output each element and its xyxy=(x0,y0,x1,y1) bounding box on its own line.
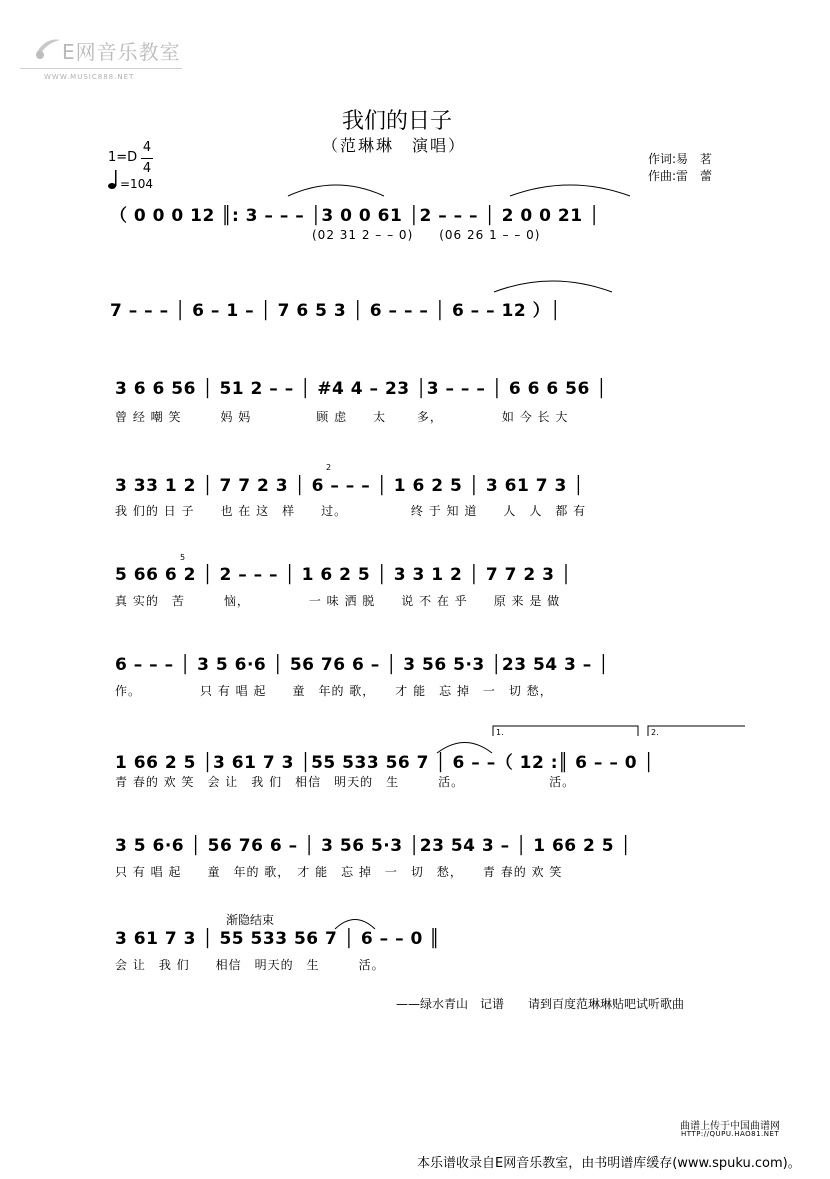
song-title: 我们的日子 xyxy=(342,109,453,134)
logo-url: WWW.MUSIC888.NET xyxy=(44,73,135,81)
grace-note-2: 2 xyxy=(326,463,332,472)
source-notice: 本乐谱收录自E网音乐教室，由书明谱库缓存(www.spuku.com)。 xyxy=(417,1156,801,1171)
time-signature-top: 4 xyxy=(142,140,152,155)
score-row-7-notes: 1 66 2 5 │3 61 7 3 │55 533 56 7 │ 6 – –（ 12 :║ 6 – – 0 │ xyxy=(115,753,655,773)
time-signature-bottom: 4 xyxy=(142,161,152,176)
score-row-9-lyrics: 会 让 我 们 相信 明天的 生 活。 xyxy=(115,958,385,972)
recorder-credit: ——绿水青山 记谱 请到百度范琳琳贴吧试听歌曲 xyxy=(396,997,685,1011)
lyricist-credit: 作词:易 茗 xyxy=(648,152,713,166)
score-row-5-lyrics: 真 实的 苦 恼， 一 味 洒 脱 说 不 在 乎 原 来 是 做 xyxy=(115,594,561,608)
score-row-8-notes: 3 5 6·6 │ 56 76 6 – │ 3 56 5·3 │23 54 3 – │ 1 66 2 5 │ xyxy=(115,836,632,856)
first-ending-bracket xyxy=(493,726,638,736)
score-row-2-notes: 7 – – – │ 6 – 1 – │ 7 6 5 3 │ 6 – – – │ 6 – – 12 ）│ xyxy=(110,301,561,321)
score-row-6-notes: 6 – – – │ 3 5 6·6 │ 56 76 6 – │ 3 56 5·3 │23 54 3 – │ xyxy=(115,655,609,675)
score-row-3-notes: 3 6 6 56 │ 51 2 – – │ #4 4 – 23 │3 – – – │ 6 6 6 56 │ xyxy=(115,379,607,399)
score-row-9-notes: 3 61 7 3 │ 55 533 56 7 │ 6 – – 0 ║ xyxy=(115,929,440,949)
music-note-logo-icon xyxy=(32,34,62,60)
upload-credit: 曲谱上传于中国曲谱网 xyxy=(680,1121,780,1132)
composer-credit: 作曲:雷 蕾 xyxy=(648,169,713,183)
score-row-3-lyrics: 曾 经 嘲 笑 妈 妈 顾 虑 太 多， 如 今 长 大 xyxy=(115,410,569,424)
grace-note-5: 5 xyxy=(180,553,186,562)
score-row-6-lyrics: 作。 只 有 唱 起 童 年的 歌， 才 能 忘 掉 一 切 愁， xyxy=(115,684,553,698)
tie-arc-1 xyxy=(288,185,384,196)
time-signature-line xyxy=(141,158,153,160)
second-ending-bracket xyxy=(648,726,745,736)
score-row-5-notes: 5 66 6 2 │ 2 – – – │ 1 6 2 5 │ 3 3 1 2 │ 7 7 2 3 │ xyxy=(115,565,572,585)
score-row-7-lyrics: 青 春的 欢 笑 会 让 我 们 相信 明天的 生 活。 活。 xyxy=(115,775,576,789)
logo-site-name: E网音乐教室 xyxy=(62,40,181,64)
second-ending-label: 2. xyxy=(651,728,659,737)
tie-arc-5 xyxy=(335,920,375,930)
score-row-1-notes: （ 0 0 0 12 ║: 3 – – – │3 0 0 61 │2 – – – │ 2 0 0 21 │ xyxy=(110,206,600,226)
logo-divider xyxy=(20,68,182,69)
score-row-8-lyrics: 只 有 唱 起 童 年的 歌， 才 能 忘 掉 一 切 愁， 青 春的 欢 笑 xyxy=(115,865,563,879)
score-row-4-notes: 3 33 1 2 │ 7 7 2 3 │ 6 – – – │ 1 6 2 5 │ 3 61 7 3 │ xyxy=(115,476,584,496)
tempo-marking: =104 xyxy=(120,177,153,191)
song-subtitle: （范琳琳 演唱） xyxy=(322,136,467,155)
score-row-1-harmony: (02 31 2 – – 0) (06 26 1 – – 0) xyxy=(312,228,541,242)
fade-out-marking: 渐隐结束 xyxy=(226,913,275,927)
key-signature: 1=D xyxy=(108,150,138,165)
tie-arc-3 xyxy=(494,281,612,292)
score-row-4-lyrics: 我 们的 日 子 也 在 这 样 过。 终 于 知 道 人 人 都 有 xyxy=(115,504,587,518)
first-ending-label: 1. xyxy=(496,728,504,737)
tie-arc-2 xyxy=(510,185,630,196)
upload-url: HTTP://QUPU.HAO81.NET xyxy=(681,1130,780,1138)
